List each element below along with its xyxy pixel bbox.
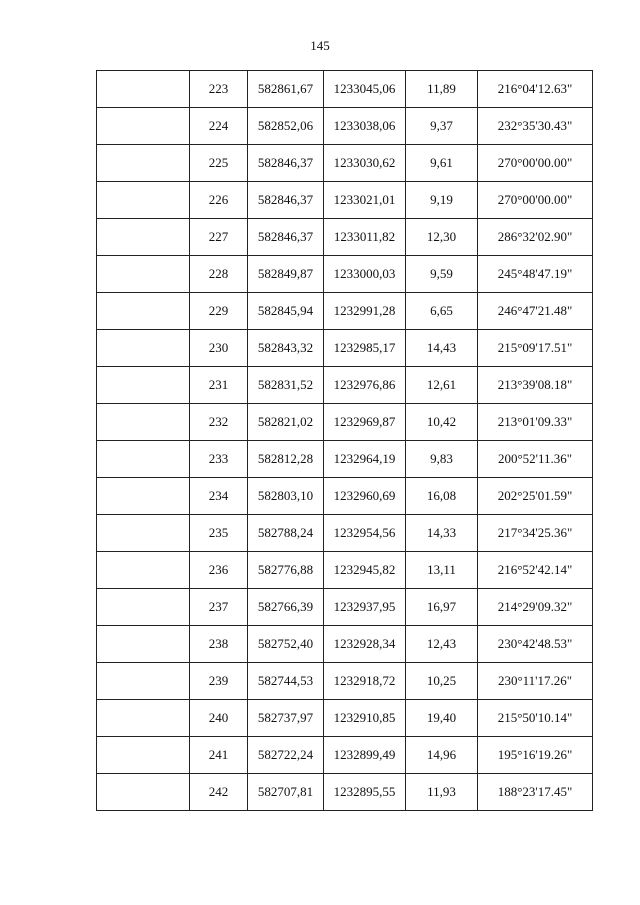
- table-row: [97, 404, 593, 441]
- table-row: [97, 145, 593, 182]
- y-coordinate-cell: 1232964,19: [324, 441, 406, 478]
- empty-cell: [97, 293, 190, 330]
- empty-cell: [97, 478, 190, 515]
- empty-cell: [97, 441, 190, 478]
- y-coordinate-cell: 1232960,69: [324, 478, 406, 515]
- point-number-cell: 240: [190, 700, 248, 737]
- length-cell: 16,97: [406, 589, 478, 626]
- x-coordinate-cell: 582776,88: [248, 552, 324, 589]
- empty-cell: [97, 515, 190, 552]
- direction-angle-cell: 217°34'25.36": [478, 515, 593, 552]
- direction-angle-cell: 245°48'47.19": [478, 256, 593, 293]
- empty-cell: [97, 182, 190, 219]
- empty-cell: [97, 774, 190, 811]
- direction-angle-cell: 270°00'00.00": [478, 182, 593, 219]
- length-cell: 16,08: [406, 478, 478, 515]
- point-number-cell: 227: [190, 219, 248, 256]
- point-number-cell: 223: [190, 71, 248, 108]
- x-coordinate-cell: 582737,97: [248, 700, 324, 737]
- point-number-cell: 241: [190, 737, 248, 774]
- y-coordinate-cell: 1232899,49: [324, 737, 406, 774]
- length-cell: 12,30: [406, 219, 478, 256]
- x-coordinate-cell: 582788,24: [248, 515, 324, 552]
- direction-angle-cell: 270°00'00.00": [478, 145, 593, 182]
- x-coordinate-cell: 582861,67: [248, 71, 324, 108]
- direction-angle-cell: 232°35'30.43": [478, 108, 593, 145]
- point-number-cell: 232: [190, 404, 248, 441]
- x-coordinate-cell: 582812,28: [248, 441, 324, 478]
- length-cell: 9,61: [406, 145, 478, 182]
- empty-cell: [97, 71, 190, 108]
- length-cell: 6,65: [406, 293, 478, 330]
- x-coordinate-cell: 582852,06: [248, 108, 324, 145]
- x-coordinate-cell: 582843,32: [248, 330, 324, 367]
- table-row: [97, 367, 593, 404]
- direction-angle-cell: 215°09'17.51": [478, 330, 593, 367]
- length-cell: 10,25: [406, 663, 478, 700]
- point-number-cell: 233: [190, 441, 248, 478]
- y-coordinate-cell: 1233038,06: [324, 108, 406, 145]
- length-cell: 11,93: [406, 774, 478, 811]
- point-number-cell: 228: [190, 256, 248, 293]
- table-row: [97, 589, 593, 626]
- point-number-cell: 239: [190, 663, 248, 700]
- length-cell: 13,11: [406, 552, 478, 589]
- table-row: [97, 330, 593, 367]
- length-cell: 11,89: [406, 71, 478, 108]
- table-body: [97, 71, 593, 811]
- point-number-cell: 230: [190, 330, 248, 367]
- empty-cell: [97, 626, 190, 663]
- table-row: [97, 108, 593, 145]
- y-coordinate-cell: 1232910,85: [324, 700, 406, 737]
- empty-cell: [97, 108, 190, 145]
- direction-angle-cell: 214°29'09.32": [478, 589, 593, 626]
- x-coordinate-cell: 582846,37: [248, 219, 324, 256]
- x-coordinate-cell: 582831,52: [248, 367, 324, 404]
- y-coordinate-cell: 1233021,01: [324, 182, 406, 219]
- x-coordinate-cell: 582803,10: [248, 478, 324, 515]
- table-row: [97, 219, 593, 256]
- direction-angle-cell: 213°01'09.33": [478, 404, 593, 441]
- empty-cell: [97, 367, 190, 404]
- table-row: [97, 515, 593, 552]
- x-coordinate-cell: 582849,87: [248, 256, 324, 293]
- y-coordinate-cell: 1232895,55: [324, 774, 406, 811]
- direction-angle-cell: 202°25'01.59": [478, 478, 593, 515]
- point-number-cell: 226: [190, 182, 248, 219]
- length-cell: 9,19: [406, 182, 478, 219]
- empty-cell: [97, 663, 190, 700]
- length-cell: 12,61: [406, 367, 478, 404]
- y-coordinate-cell: 1232918,72: [324, 663, 406, 700]
- table-row: [97, 774, 593, 811]
- direction-angle-cell: 286°32'02.90": [478, 219, 593, 256]
- point-number-cell: 236: [190, 552, 248, 589]
- length-cell: 9,83: [406, 441, 478, 478]
- page-number: 145: [310, 38, 330, 53]
- x-coordinate-cell: 582846,37: [248, 182, 324, 219]
- direction-angle-cell: 213°39'08.18": [478, 367, 593, 404]
- table-row: [97, 441, 593, 478]
- y-coordinate-cell: 1232991,28: [324, 293, 406, 330]
- table-row: [97, 182, 593, 219]
- direction-angle-cell: 188°23'17.45": [478, 774, 593, 811]
- direction-angle-cell: 230°11'17.26": [478, 663, 593, 700]
- coordinates-table: [96, 70, 593, 811]
- table-row: [97, 552, 593, 589]
- point-number-cell: 238: [190, 626, 248, 663]
- y-coordinate-cell: 1232985,17: [324, 330, 406, 367]
- x-coordinate-cell: 582821,02: [248, 404, 324, 441]
- y-coordinate-cell: 1233030,62: [324, 145, 406, 182]
- empty-cell: [97, 330, 190, 367]
- y-coordinate-cell: 1233000,03: [324, 256, 406, 293]
- direction-angle-cell: 230°42'48.53": [478, 626, 593, 663]
- length-cell: 14,96: [406, 737, 478, 774]
- x-coordinate-cell: 582744,53: [248, 663, 324, 700]
- direction-angle-cell: 216°04'12.63": [478, 71, 593, 108]
- empty-cell: [97, 589, 190, 626]
- point-number-cell: 235: [190, 515, 248, 552]
- length-cell: 12,43: [406, 626, 478, 663]
- length-cell: 9,37: [406, 108, 478, 145]
- y-coordinate-cell: 1232976,86: [324, 367, 406, 404]
- length-cell: 19,40: [406, 700, 478, 737]
- table-row: [97, 737, 593, 774]
- direction-angle-cell: 216°52'42.14": [478, 552, 593, 589]
- empty-cell: [97, 552, 190, 589]
- direction-angle-cell: 246°47'21.48": [478, 293, 593, 330]
- empty-cell: [97, 256, 190, 293]
- direction-angle-cell: 215°50'10.14": [478, 700, 593, 737]
- x-coordinate-cell: 582845,94: [248, 293, 324, 330]
- x-coordinate-cell: 582722,24: [248, 737, 324, 774]
- empty-cell: [97, 219, 190, 256]
- empty-cell: [97, 145, 190, 182]
- empty-cell: [97, 700, 190, 737]
- length-cell: 10,42: [406, 404, 478, 441]
- y-coordinate-cell: 1232937,95: [324, 589, 406, 626]
- x-coordinate-cell: 582707,81: [248, 774, 324, 811]
- y-coordinate-cell: 1232969,87: [324, 404, 406, 441]
- y-coordinate-cell: 1232928,34: [324, 626, 406, 663]
- empty-cell: [97, 404, 190, 441]
- table-row: [97, 626, 593, 663]
- x-coordinate-cell: 582752,40: [248, 626, 324, 663]
- x-coordinate-cell: 582846,37: [248, 145, 324, 182]
- empty-cell: [97, 737, 190, 774]
- point-number-cell: 242: [190, 774, 248, 811]
- point-number-cell: 229: [190, 293, 248, 330]
- table-row: [97, 700, 593, 737]
- point-number-cell: 234: [190, 478, 248, 515]
- direction-angle-cell: 200°52'11.36": [478, 441, 593, 478]
- point-number-cell: 237: [190, 589, 248, 626]
- table-row: [97, 478, 593, 515]
- table-row: [97, 663, 593, 700]
- point-number-cell: 224: [190, 108, 248, 145]
- y-coordinate-cell: 1232954,56: [324, 515, 406, 552]
- y-coordinate-cell: 1232945,82: [324, 552, 406, 589]
- length-cell: 14,33: [406, 515, 478, 552]
- point-number-cell: 231: [190, 367, 248, 404]
- length-cell: 14,43: [406, 330, 478, 367]
- x-coordinate-cell: 582766,39: [248, 589, 324, 626]
- length-cell: 9,59: [406, 256, 478, 293]
- table-row: [97, 71, 593, 108]
- direction-angle-cell: 195°16'19.26": [478, 737, 593, 774]
- point-number-cell: 225: [190, 145, 248, 182]
- y-coordinate-cell: 1233011,82: [324, 219, 406, 256]
- y-coordinate-cell: 1233045,06: [324, 71, 406, 108]
- table-row: [97, 256, 593, 293]
- table-row: [97, 293, 593, 330]
